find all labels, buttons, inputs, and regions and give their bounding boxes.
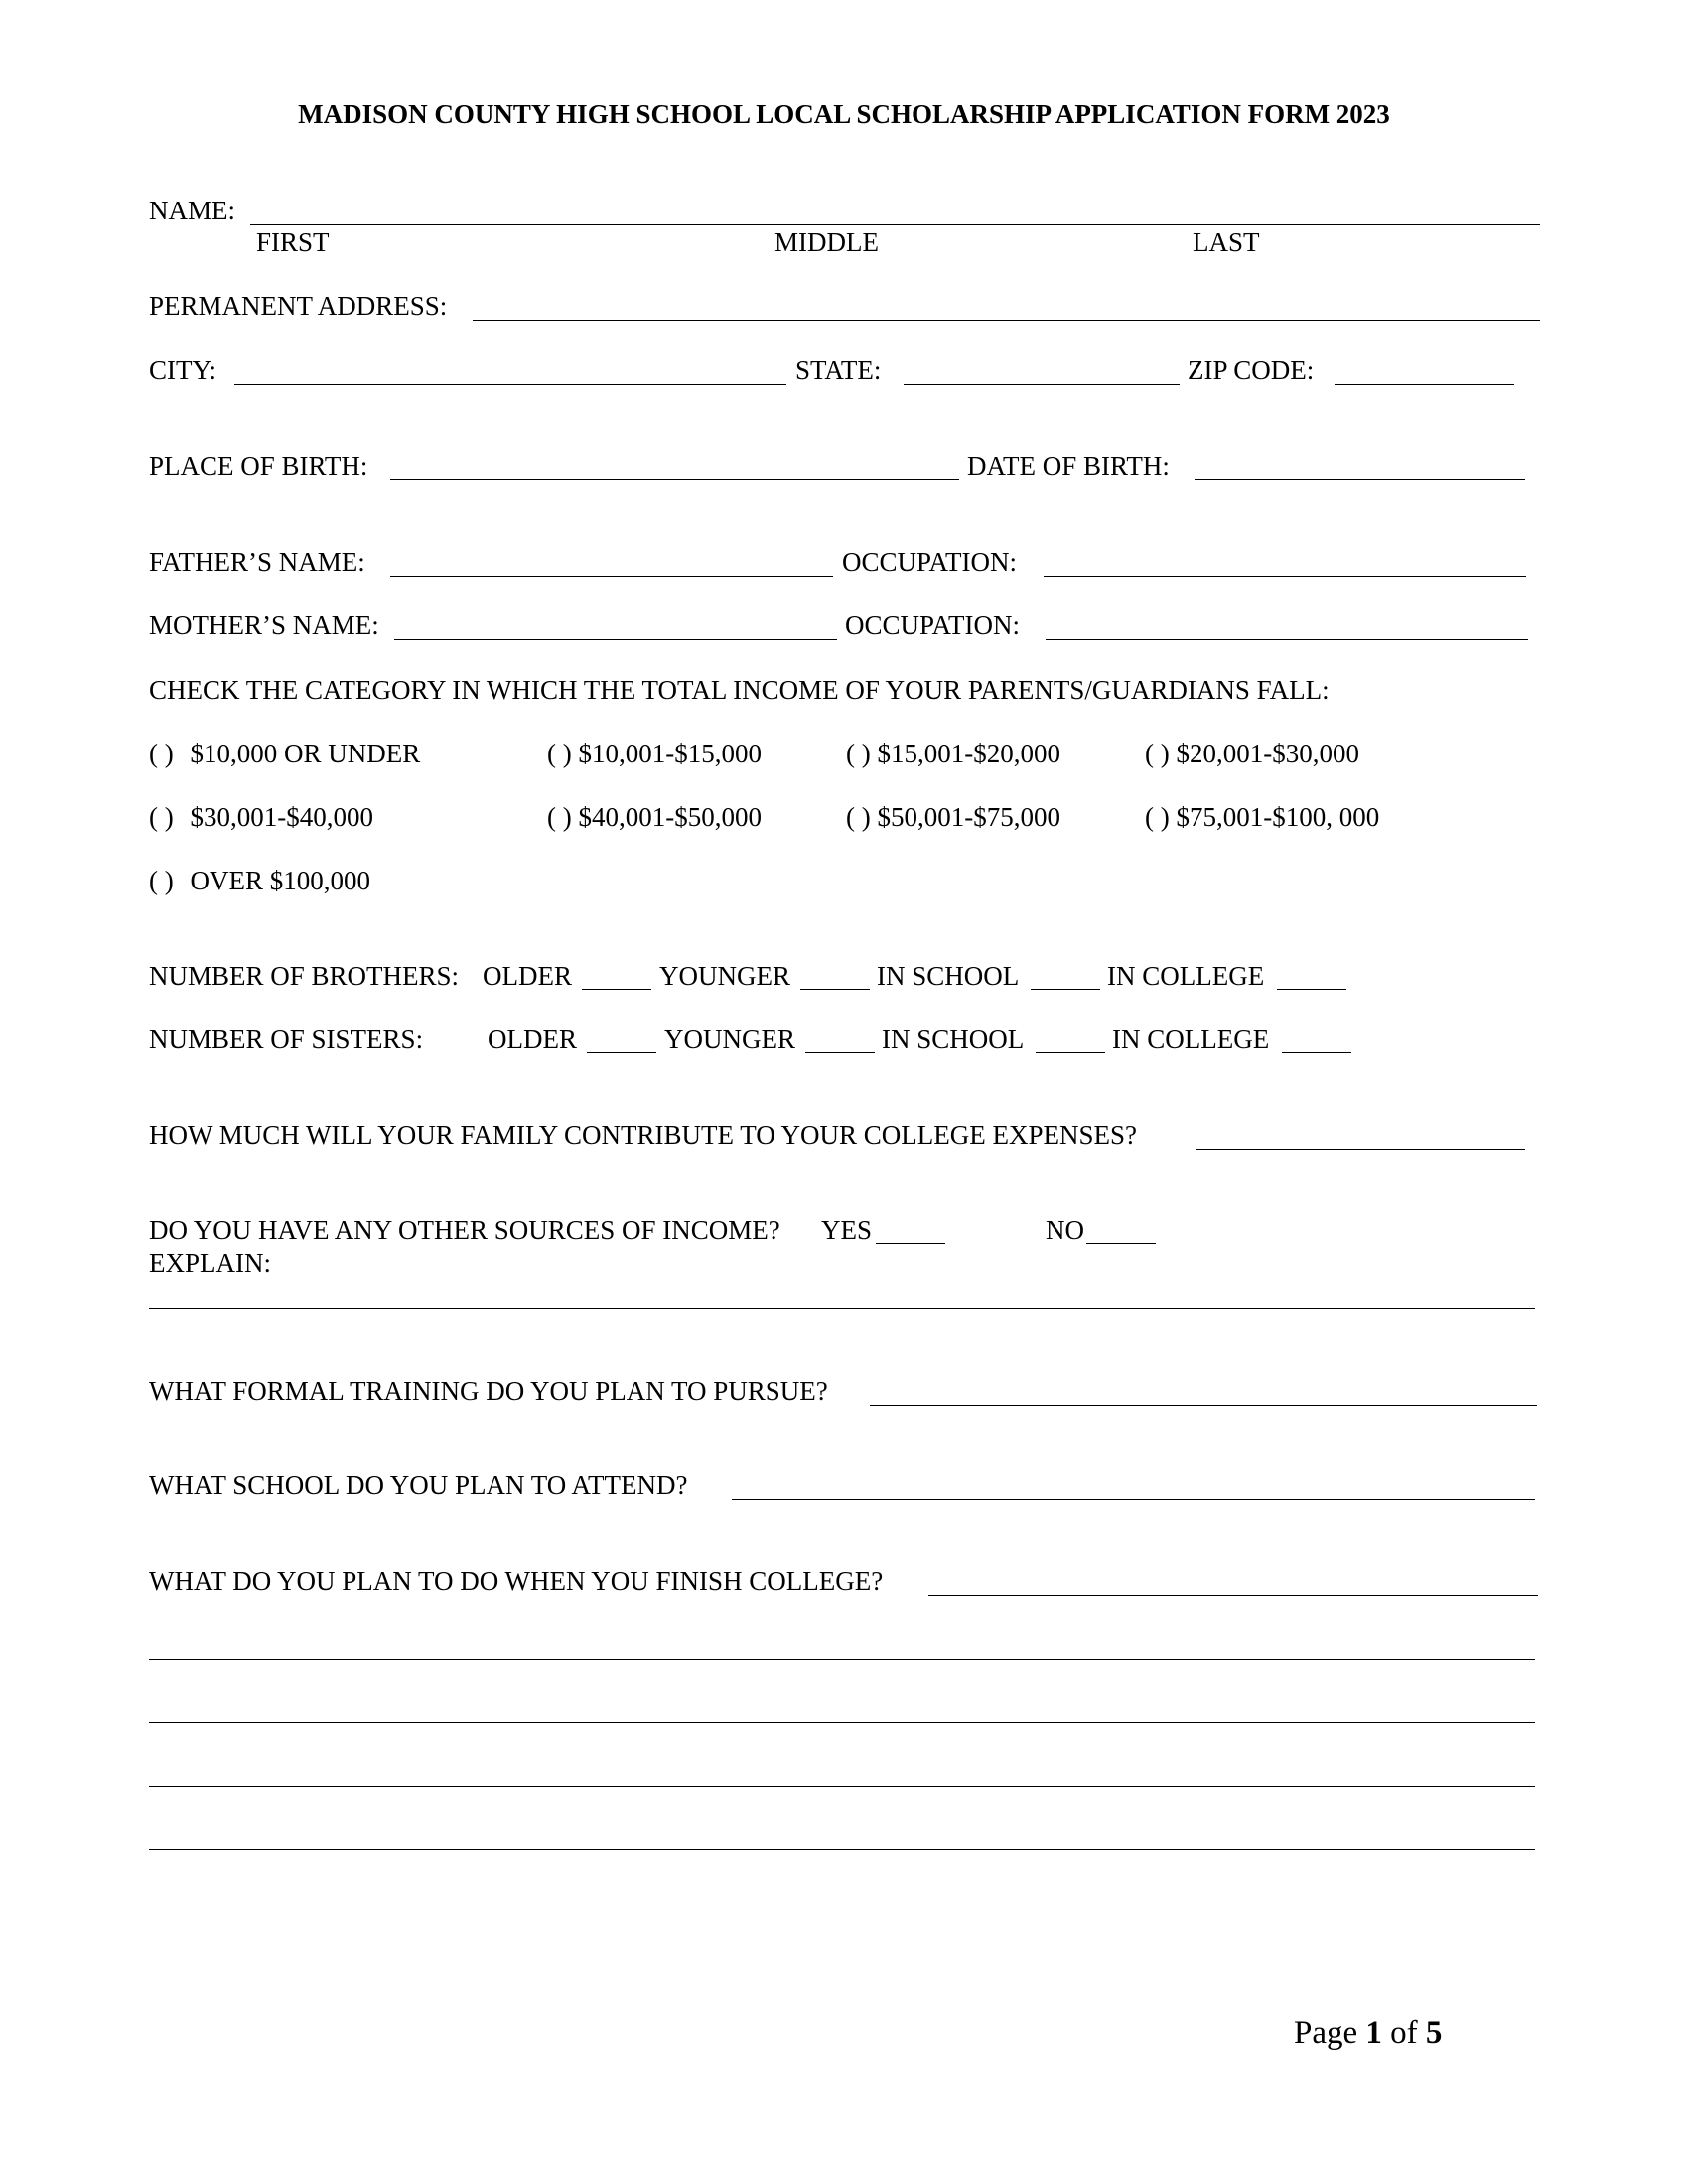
- finish-college-field[interactable]: [928, 1595, 1538, 1596]
- finish-college-question: WHAT DO YOU PLAN TO DO WHEN YOU FINISH COLLEGE?: [149, 1567, 884, 1596]
- form-title: MADISON COUNTY HIGH SCHOOL LOCAL SCHOLARSHIP APPLICATION FORM 2023: [298, 99, 1390, 129]
- brothers-in-college-label: IN COLLEGE: [1107, 961, 1265, 991]
- income-checkbox-9[interactable]: ( ): [149, 866, 174, 895]
- sisters-older-field[interactable]: [587, 1052, 656, 1053]
- of-word: of: [1390, 2015, 1418, 2051]
- income-option-label: $50,001-$75,000: [877, 802, 1060, 832]
- income-checkbox-6[interactable]: ( ): [547, 802, 572, 832]
- income-option-label: OVER $100,000: [190, 866, 370, 895]
- income-option-label: $10,001-$15,000: [578, 739, 762, 768]
- other-income-question: DO YOU HAVE ANY OTHER SOURCES OF INCOME?: [149, 1215, 780, 1245]
- sisters-in-college-field[interactable]: [1282, 1052, 1351, 1053]
- father-name-field[interactable]: [390, 576, 833, 577]
- sisters-in-college-label: IN COLLEGE: [1112, 1024, 1270, 1054]
- city-label: CITY:: [149, 355, 217, 385]
- income-option-1: [149, 738, 420, 769]
- finish-college-line-4[interactable]: [149, 1849, 1535, 1850]
- other-income-yes-field[interactable]: [876, 1243, 945, 1244]
- middle-name-caption: MIDDLE: [774, 227, 879, 257]
- page-number: [1294, 2013, 1442, 2053]
- income-option-2: [547, 738, 762, 769]
- income-option-6: [547, 801, 762, 833]
- page-word: Page: [1294, 2015, 1358, 2051]
- mother-occupation-field[interactable]: [1046, 639, 1528, 640]
- income-option-label: $30,001-$40,000: [190, 802, 373, 832]
- sisters-in-school-field[interactable]: [1036, 1052, 1105, 1053]
- income-checkbox-5[interactable]: ( ): [149, 802, 174, 832]
- income-checkbox-4[interactable]: ( ): [1145, 739, 1170, 768]
- training-question: WHAT FORMAL TRAINING DO YOU PLAN TO PURSUE?: [149, 1376, 828, 1406]
- income-checkbox-1[interactable]: ( ): [149, 739, 174, 768]
- finish-college-line-2[interactable]: [149, 1722, 1535, 1723]
- mother-name-label: MOTHER’S NAME:: [149, 611, 379, 640]
- other-income-yes-label: YES: [821, 1215, 873, 1245]
- brothers-in-school-label: IN SCHOOL: [877, 961, 1020, 991]
- zip-code-field[interactable]: [1335, 384, 1514, 385]
- zip-code-label: ZIP CODE:: [1188, 355, 1315, 385]
- date-of-birth-field[interactable]: [1195, 479, 1525, 480]
- sisters-label: NUMBER OF SISTERS:: [149, 1024, 424, 1054]
- finish-college-line-1[interactable]: [149, 1659, 1535, 1660]
- brothers-older-field[interactable]: [582, 989, 651, 990]
- income-option-3: [846, 738, 1060, 769]
- name-label: NAME:: [149, 196, 235, 225]
- brothers-in-college-field[interactable]: [1277, 989, 1346, 990]
- sisters-in-school-label: IN SCHOOL: [882, 1024, 1025, 1054]
- state-label: STATE:: [795, 355, 882, 385]
- income-option-label: $40,001-$50,000: [578, 802, 762, 832]
- sisters-older-label: OLDER: [488, 1024, 577, 1054]
- page-current: 1: [1365, 2015, 1382, 2051]
- city-field[interactable]: [234, 384, 786, 385]
- sisters-younger-field[interactable]: [805, 1052, 875, 1053]
- sisters-younger-label: YOUNGER: [664, 1024, 795, 1054]
- name-field[interactable]: [250, 224, 1540, 225]
- contribution-question: HOW MUCH WILL YOUR FAMILY CONTRIBUTE TO YOUR COLLEGE EXPENSES?: [149, 1120, 1138, 1150]
- permanent-address-field[interactable]: [473, 320, 1540, 321]
- explain-field[interactable]: [149, 1308, 1535, 1309]
- income-option-label: $10,000 OR UNDER: [190, 739, 421, 768]
- school-question: WHAT SCHOOL DO YOU PLAN TO ATTEND?: [149, 1470, 688, 1500]
- income-option-4: [1145, 738, 1359, 769]
- other-income-no-field[interactable]: [1086, 1243, 1156, 1244]
- father-occupation-field[interactable]: [1044, 576, 1526, 577]
- explain-label: EXPLAIN:: [149, 1248, 271, 1278]
- contribution-field[interactable]: [1196, 1149, 1525, 1150]
- income-option-label: $20,001-$30,000: [1176, 739, 1359, 768]
- permanent-address-label: PERMANENT ADDRESS:: [149, 291, 448, 321]
- brothers-label: NUMBER OF BROTHERS:: [149, 961, 460, 991]
- father-name-label: FATHER’S NAME:: [149, 547, 365, 577]
- income-option-label: $75,001-$100, 000: [1176, 802, 1380, 832]
- mother-name-field[interactable]: [394, 639, 837, 640]
- income-checkbox-2[interactable]: ( ): [547, 739, 572, 768]
- income-option-5: [149, 801, 373, 833]
- income-option-9: [149, 865, 370, 896]
- other-income-no-label: NO: [1046, 1215, 1084, 1245]
- father-occupation-label: OCCUPATION:: [842, 547, 1018, 577]
- brothers-younger-field[interactable]: [800, 989, 870, 990]
- place-of-birth-label: PLACE OF BIRTH:: [149, 451, 368, 480]
- place-of-birth-field[interactable]: [390, 479, 959, 480]
- page-total: 5: [1425, 2015, 1443, 2051]
- income-option-label: $15,001-$20,000: [877, 739, 1060, 768]
- income-question: CHECK THE CATEGORY IN WHICH THE TOTAL INCOME OF YOUR PARENTS/GUARDIANS FALL:: [149, 675, 1330, 705]
- income-option-8: [1145, 801, 1379, 833]
- last-name-caption: LAST: [1193, 227, 1260, 257]
- brothers-older-label: OLDER: [483, 961, 572, 991]
- date-of-birth-label: DATE OF BIRTH:: [967, 451, 1170, 480]
- finish-college-line-3[interactable]: [149, 1786, 1535, 1787]
- income-checkbox-3[interactable]: ( ): [846, 739, 871, 768]
- state-field[interactable]: [904, 384, 1180, 385]
- mother-occupation-label: OCCUPATION:: [845, 611, 1021, 640]
- income-option-7: [846, 801, 1060, 833]
- training-field[interactable]: [870, 1405, 1537, 1406]
- brothers-in-school-field[interactable]: [1031, 989, 1100, 990]
- school-field[interactable]: [732, 1499, 1535, 1500]
- income-checkbox-7[interactable]: ( ): [846, 802, 871, 832]
- first-name-caption: FIRST: [256, 227, 330, 257]
- income-checkbox-8[interactable]: ( ): [1145, 802, 1170, 832]
- brothers-younger-label: YOUNGER: [659, 961, 790, 991]
